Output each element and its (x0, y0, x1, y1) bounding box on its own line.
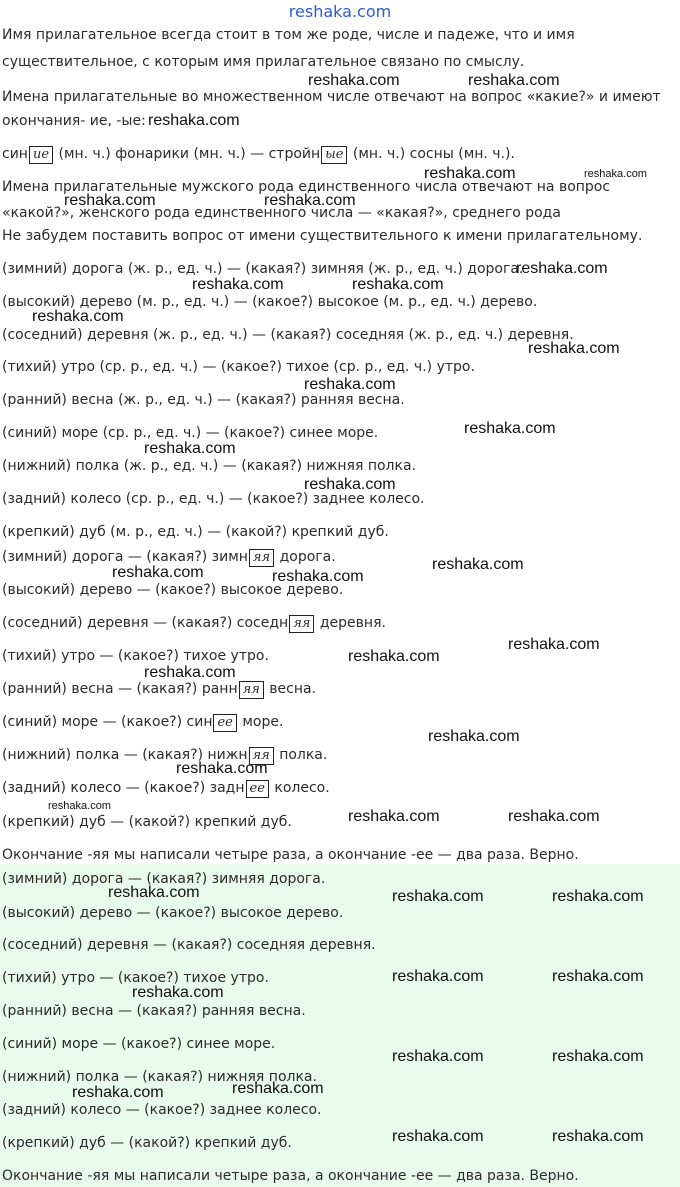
boxed-pre: (нижний) полка — (какая?) нижн (2, 747, 248, 763)
singular-rule-2: «какой?», женского рода единственного числа — «какая?», среднего рода (2, 205, 561, 221)
watermark: reshaka.com (144, 440, 236, 457)
answer-line: (зимний) дорога — (какая?) зимняя дорога. (2, 871, 326, 887)
boxed-line (2, 813, 292, 831)
watermark: reshaka.com (304, 476, 396, 493)
boxed-post: полка. (279, 747, 328, 763)
answer-line: (ранний) весна — (какая?) ранняя весна. (2, 1003, 306, 1019)
boxed-pre: (крепкий) дуб — (какой?) крепкий дуб. (2, 814, 292, 830)
watermark: reshaka.com (552, 1128, 644, 1145)
analysis-line: (крепкий) дуб (м. р., ед. ч.) — (какой?) крепкий дуб. (2, 524, 389, 540)
boxed-pre: (высокий) дерево — (какое?) высокое дерево. (2, 582, 344, 598)
analysis-line: (ранний) весна (ж. р., ед. ч.) — (какая?) ранняя весна. (2, 392, 405, 408)
boxed-post: дорога. (279, 549, 336, 565)
analysis-line: (соседний) деревня (ж. р., ед. ч.) — (какая?) соседняя (ж. р., ед. ч.) деревня. (2, 327, 574, 343)
boxed-line (2, 614, 386, 633)
watermark: reshaka.com (584, 168, 647, 180)
boxed-pre: (синий) море — (какое?) син (2, 714, 213, 730)
example-part-3: (мн. ч.) сосны (мн. ч.). (352, 146, 515, 162)
question-rule: Не забудем поставить вопрос от имени существительного к имени прилагательному. (2, 228, 643, 244)
ending-box: яя (289, 615, 314, 633)
watermark: reshaka.com (348, 808, 440, 825)
watermark: reshaka.com (348, 648, 440, 665)
watermark: reshaka.com (552, 968, 644, 985)
analysis-line: (высокий) дерево (м. р., ед. ч.) — (какое?) высокое (м. р., ед. ч.) дерево. (2, 294, 538, 310)
watermark: reshaka.com (392, 968, 484, 985)
watermark: reshaka.com (272, 568, 364, 585)
analysis-line: (зимний) дорога (ж. р., ед. ч.) — (какая?) зимняя (ж. р., ед. ч.) дорога. (2, 261, 524, 277)
watermark: reshaka.com (528, 340, 620, 357)
singular-rule-1: Имена прилагательные мужского рода единственного числа отвечают на вопрос (2, 179, 611, 195)
answer-line: (задний) колесо — (какое?) заднее колесо. (2, 1102, 322, 1118)
ending-box: ее (246, 780, 269, 798)
rule-text-1: Имя прилагательное всегда стоит в том же роде, числе и падеже, что и имя (2, 27, 575, 43)
ending-box: ые (321, 146, 347, 164)
ending-box: ие (29, 146, 53, 164)
answer-line: (крепкий) дуб — (какой?) крепкий дуб. (2, 1135, 292, 1151)
analysis-line: (синий) море (ср. р., ед. ч.) — (какое?) синее море. (2, 425, 379, 441)
ending-box: яя (249, 747, 274, 765)
example-part-2: (мн. ч.) фонарики (мн. ч.) — стройн (58, 146, 321, 162)
boxed-pre: (тихий) утро — (какое?) тихое утро. (2, 648, 269, 664)
answer-line: (тихий) утро — (какое?) тихое утро. (2, 970, 269, 986)
watermark: reshaka.com (72, 1084, 164, 1101)
watermark: reshaka.com (508, 636, 600, 653)
conclusion-text: Окончание -яя мы написали четыре раза, а окончание -ее — два раза. Верно. (2, 847, 579, 863)
watermark: reshaka.com (508, 808, 600, 825)
watermark: reshaka.com (264, 192, 356, 209)
watermark: reshaka.com (108, 884, 200, 901)
watermark: reshaka.com (176, 760, 268, 777)
boxed-pre: (задний) колесо — (какое?) задн (2, 780, 245, 796)
watermark: reshaka.com (352, 276, 444, 293)
watermark: reshaka.com (552, 1048, 644, 1065)
boxed-line (2, 680, 316, 699)
analysis-line: (задний) колесо (ср. р., ед. ч.) — (какое?) заднее колесо. (2, 491, 425, 507)
watermark: reshaka.com (464, 420, 556, 437)
watermark: reshaka.com (468, 72, 560, 89)
boxed-pre: (зимний) дорога — (какая?) зимн (2, 549, 248, 565)
analysis-line: (нижний) полка (ж. р., ед. ч.) — (какая?) нижняя полка. (2, 458, 416, 474)
watermark: reshaka.com (424, 165, 516, 182)
boxed-pre: (соседний) деревня — (какая?) соседн (2, 615, 289, 631)
answer-line: (высокий) дерево — (какое?) высокое дерево. (2, 905, 344, 921)
watermark: reshaka.com (144, 664, 236, 681)
watermark: reshaka.com (232, 1080, 324, 1097)
site-title[interactable]: reshaka.com (288, 2, 392, 21)
boxed-line (2, 647, 269, 665)
answer-conclusion: Окончание -яя мы написали четыре раза, а окончание -ее — два раза. Верно. (2, 1168, 579, 1184)
watermark: reshaka.com (392, 1128, 484, 1145)
watermark: reshaka.com (112, 564, 204, 581)
analysis-line: (тихий) утро (ср. р., ед. ч.) — (какое?) тихое (ср. р., ед. ч.) утро. (2, 359, 475, 375)
watermark: reshaka.com (392, 1048, 484, 1065)
watermark: reshaka.com (516, 260, 608, 277)
watermark: reshaka.com (552, 888, 644, 905)
watermark: reshaka.com (132, 984, 224, 1001)
boxed-post: весна. (269, 681, 317, 697)
example-part-1: син (2, 146, 28, 162)
answer-line: (нижний) полка — (какая?) нижняя полка. (2, 1069, 317, 1085)
boxed-post: море. (242, 714, 284, 730)
boxed-pre: (ранний) весна — (какая?) ранн (2, 681, 238, 697)
plural-rule-2: окончания- ие, -ые: (2, 113, 146, 129)
watermark: reshaka.com (308, 72, 400, 89)
boxed-post: деревня. (319, 615, 386, 631)
watermark: reshaka.com (392, 888, 484, 905)
boxed-line (2, 713, 283, 732)
boxed-post: колесо. (274, 780, 330, 796)
answer-line: (соседний) деревня — (какая?) соседняя деревня. (2, 937, 376, 953)
plural-rule-1: Имена прилагательные во множественном числе отвечают на вопрос «какие?» и имеют (2, 89, 661, 105)
watermark: reshaka.com (48, 800, 111, 812)
boxed-line (2, 779, 330, 798)
ending-box: яя (249, 549, 274, 567)
watermark: reshaka.com (192, 276, 284, 293)
ending-box: ее (213, 714, 236, 732)
answer-line: (синий) море — (какое?) синее море. (2, 1036, 276, 1052)
boxed-line (2, 746, 327, 765)
watermark: reshaka.com (64, 192, 156, 209)
watermark: reshaka.com (428, 728, 520, 745)
plural-example (2, 145, 515, 164)
watermark: reshaka.com (148, 112, 240, 129)
watermark: reshaka.com (32, 308, 124, 325)
watermark: reshaka.com (304, 376, 396, 393)
ending-box: яя (239, 681, 264, 699)
watermark: reshaka.com (432, 556, 524, 573)
rule-text-2: существительное, с которым имя прилагательное связано по смыслу. (2, 54, 525, 70)
